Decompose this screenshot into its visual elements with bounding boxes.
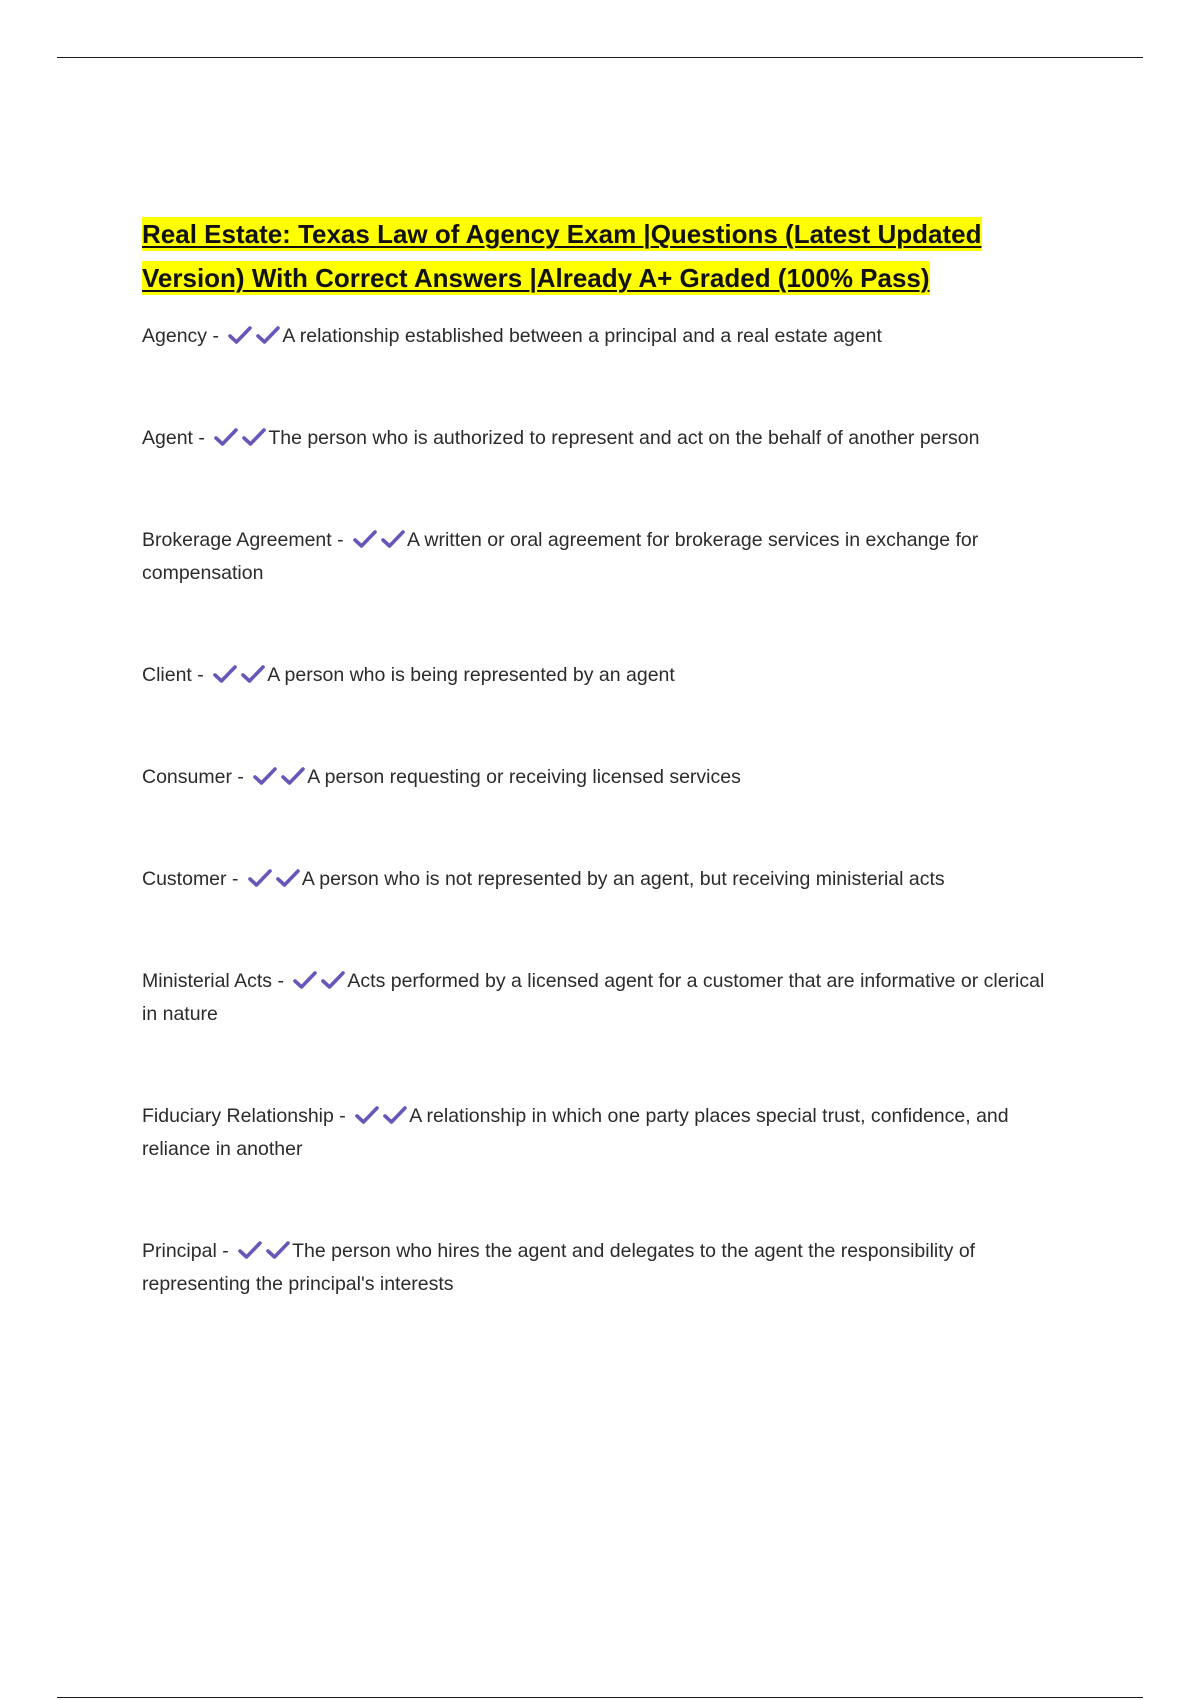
bottom-rule bbox=[57, 1697, 1143, 1698]
entry-definition: A written or oral agreement for brokerage services in exchange for compensation bbox=[142, 529, 979, 584]
list-item bbox=[142, 659, 1062, 692]
definition-list bbox=[142, 320, 1062, 1301]
list-item bbox=[142, 863, 1062, 896]
entry-definition: A person requesting or receiving licensed services bbox=[307, 766, 741, 788]
checkmarks bbox=[209, 664, 265, 686]
checkmarks bbox=[349, 529, 405, 551]
entry-separator: - bbox=[191, 664, 210, 686]
checkmarks bbox=[234, 1240, 290, 1262]
checkmark-icon bbox=[248, 868, 272, 888]
document-body bbox=[142, 212, 1062, 1370]
checkmark-icon bbox=[355, 1105, 379, 1125]
list-item bbox=[142, 1235, 1062, 1301]
entry-definition: Acts performed by a licensed agent for a customer that are informative or clerical in nature bbox=[142, 970, 1045, 1025]
entry-definition: A relationship in which one party places special trust, confidence, and reliance in another bbox=[142, 1105, 1009, 1160]
checkmarks bbox=[244, 868, 300, 890]
entry-definition: A relationship established between a principal and a real estate agent bbox=[282, 325, 882, 347]
entry-term: Fiduciary Relationship bbox=[142, 1105, 334, 1127]
checkmark-icon bbox=[256, 325, 280, 345]
entry-definition: The person who hires the agent and delegates to the agent the responsibility of representing the principal's interests bbox=[142, 1240, 976, 1295]
checkmarks bbox=[210, 427, 266, 449]
checkmark-icon bbox=[213, 664, 237, 684]
checkmark-icon bbox=[383, 1105, 407, 1125]
entry-separator: - bbox=[231, 766, 250, 788]
entry-separator: - bbox=[331, 529, 350, 551]
checkmark-icon bbox=[214, 427, 238, 447]
entry-term: Ministerial Acts bbox=[142, 970, 273, 992]
checkmark-icon bbox=[276, 868, 300, 888]
checkmark-icon bbox=[321, 970, 345, 990]
entry-definition: A person who is being represented by an agent bbox=[267, 664, 675, 686]
checkmark-icon bbox=[241, 664, 265, 684]
entry-term: Client bbox=[142, 664, 192, 686]
entry-term: Agent bbox=[142, 427, 193, 449]
document-title bbox=[142, 212, 1062, 300]
entry-separator: - bbox=[226, 868, 244, 890]
checkmark-icon bbox=[381, 529, 405, 549]
checkmark-icon bbox=[266, 1240, 290, 1260]
list-item bbox=[142, 761, 1062, 794]
entry-term: Agency bbox=[142, 325, 208, 347]
entry-term: Customer bbox=[142, 868, 227, 890]
entry-separator: - bbox=[192, 427, 211, 449]
list-item bbox=[142, 524, 1062, 590]
list-item bbox=[142, 320, 1062, 353]
entry-definition: The person who is authorized to represent and act on the behalf of another person bbox=[268, 427, 980, 449]
checkmarks bbox=[224, 325, 280, 347]
checkmark-icon bbox=[293, 970, 317, 990]
entry-separator: - bbox=[216, 1240, 235, 1262]
checkmarks bbox=[289, 970, 345, 992]
entry-term: Brokerage Agreement bbox=[142, 529, 332, 551]
title-highlight: Real Estate: Texas Law of Agency Exam |Questions (Latest Updated Version) With Correct Answers |Already A+ Graded (100% Pass) bbox=[142, 219, 982, 293]
entry-separator: - bbox=[333, 1105, 352, 1127]
list-item bbox=[142, 1100, 1062, 1166]
list-item bbox=[142, 422, 1062, 455]
entry-separator: - bbox=[272, 970, 290, 992]
checkmarks bbox=[249, 766, 305, 788]
entry-separator: - bbox=[207, 325, 225, 347]
entry-term: Principal bbox=[142, 1240, 217, 1262]
entry-term: Consumer bbox=[142, 766, 232, 788]
checkmark-icon bbox=[281, 766, 305, 786]
checkmark-icon bbox=[238, 1240, 262, 1260]
checkmark-icon bbox=[242, 427, 266, 447]
checkmark-icon bbox=[353, 529, 377, 549]
entry-definition: A person who is not represented by an agent, but receiving ministerial acts bbox=[301, 868, 945, 890]
checkmark-icon bbox=[253, 766, 277, 786]
top-rule bbox=[57, 57, 1143, 58]
checkmark-icon bbox=[228, 325, 252, 345]
checkmarks bbox=[351, 1105, 407, 1127]
list-item bbox=[142, 965, 1062, 1031]
